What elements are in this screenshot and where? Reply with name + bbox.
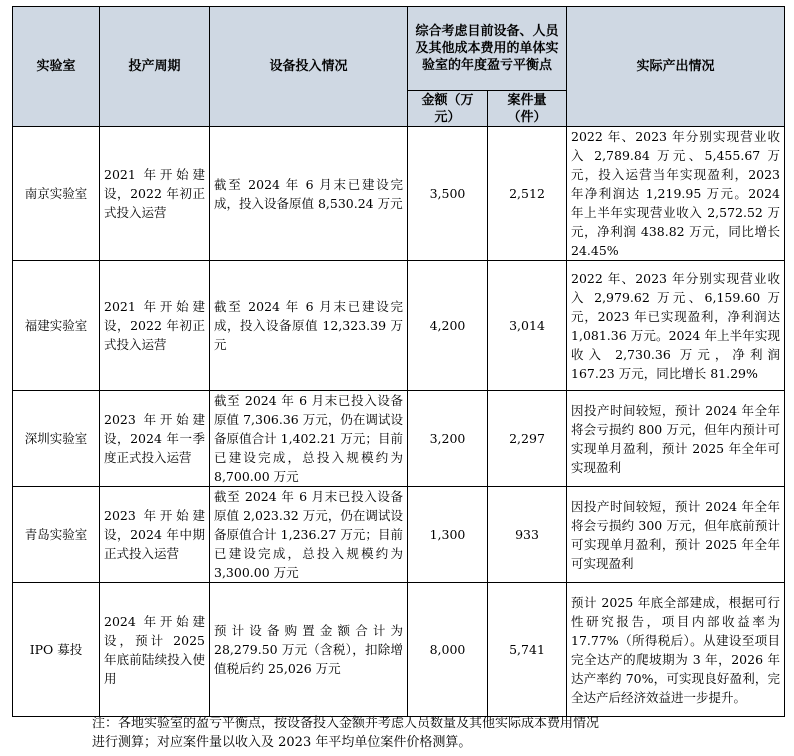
- header-amount: 金额（万元）: [408, 91, 488, 127]
- lab-output: 2022 年、2023 年分别实现营业收入 2,789.84 万元、5,455.67 万元，投入运营当年实现盈利，2023 年净利润达 1,219.95 万元。2024 年上半年实现营业收入 2,572.52 万元，净利润 438.82 万元，同比增长 24.45%: [567, 127, 785, 261]
- table-row: [13, 261, 785, 391]
- lab-period: 2021 年开始建设，2022 年初正式投入运营: [100, 261, 210, 391]
- lab-equipment: 截至 2024 年 6 月末已建设完成，投入设备原值 8,530.24 万元: [210, 127, 408, 261]
- header-lab: 实验室: [13, 7, 100, 127]
- lab-period: 2023 年开始建设，2024 年一季度正式投入运营: [100, 391, 210, 487]
- lab-period: 2023 年开始建设，2024 年中期正式投入运营: [100, 487, 210, 583]
- table-row: [13, 127, 785, 261]
- header-breakeven: 综合考虑目前设备、人员及其他成本费用的单体实验室的年度盈亏平衡点: [408, 7, 567, 91]
- lab-equipment: 截至 2024 年 6 月末已投入设备原值 2,023.32 万元，仍在调试设备原值合计 1,236.27 万元；目前已建设完成，总投入规模约为 3,300.00 万元: [210, 487, 408, 583]
- lab-output: 因投产时间较短，预计 2024 年全年将会亏损约 800 万元，但年内预计可实现单月盈利，预计 2025 年全年可实现盈利: [567, 391, 785, 487]
- table-row: [13, 487, 785, 583]
- lab-amount: 1,300: [408, 487, 488, 583]
- header-equipment: 设备投入情况: [210, 7, 408, 127]
- lab-name: 福建实验室: [13, 261, 100, 391]
- header-period: 投产周期: [100, 7, 210, 127]
- lab-cases: 2,297: [488, 391, 567, 487]
- lab-cases: 933: [488, 487, 567, 583]
- lab-table: [12, 6, 785, 717]
- lab-cases: 2,512: [488, 127, 567, 261]
- lab-equipment: 截至 2024 年 6 月末已建设完成，投入设备原值 12,323.39 万元: [210, 261, 408, 391]
- table-row: [13, 583, 785, 717]
- lab-cases: 5,741: [488, 583, 567, 717]
- footnote-line-1: 注：各地实验室的盈亏平衡点，按设备投入金额并考虑人员数量及其他实际成本费用情况: [92, 716, 600, 731]
- lab-name: 青岛实验室: [13, 487, 100, 583]
- lab-output: 因投产时间较短，预计 2024 年全年将会亏损约 300 万元，但年底前预计可实现单月盈利，预计 2025 年全年可实现盈利: [567, 487, 785, 583]
- lab-equipment: 截至 2024 年 6 月末已投入设备原值 7,306.36 万元，仍在调试设备原值合计 1,402.21 万元；目前已建设完成，总投入规模约为 8,700.00 万元: [210, 391, 408, 487]
- lab-name: 深圳实验室: [13, 391, 100, 487]
- lab-name: 南京实验室: [13, 127, 100, 261]
- table-footnote: [92, 714, 599, 752]
- lab-amount: 3,200: [408, 391, 488, 487]
- lab-equipment: 预计设备购置金额合计为 28,279.50 万元（含税），扣除增值税后约 25,026 万元: [210, 583, 408, 717]
- lab-period: 2021 年开始建设，2022 年初正式投入运营: [100, 127, 210, 261]
- header-output: 实际产出情况: [567, 7, 785, 127]
- lab-output: 2022 年、2023 年分别实现营业收入 2,979.62 万元、6,159.60 万元，2023 年已实现盈利，净利润达 1,081.36 万元。2024 年上半年实现收入 2,730.36 万元，净利润 167.23 万元，同比增长 81.29%: [567, 261, 785, 391]
- lab-period: 2024 年开始建设，预计 2025 年底前陆续投入使用: [100, 583, 210, 717]
- lab-amount: 3,500: [408, 127, 488, 261]
- lab-amount: 8,000: [408, 583, 488, 717]
- header-cases: 案件量（件）: [488, 91, 567, 127]
- table-row: [13, 391, 785, 487]
- lab-name: IPO 募投: [13, 583, 100, 717]
- lab-amount: 4,200: [408, 261, 488, 391]
- lab-output: 预计 2025 年底全部建成，根据可行性研究报告，项目内部收益率为 17.77%（所得税后）。从建设至项目完全达产的爬坡期为 3 年，2026 年达产率约 70%，可实现良好盈利，完全达产后经济效益进一步提升。: [567, 583, 785, 717]
- lab-cases: 3,014: [488, 261, 567, 391]
- footnote-line-2: 进行测算；对应案件量以收入及 2023 年平均单位案件价格测算。: [92, 735, 472, 750]
